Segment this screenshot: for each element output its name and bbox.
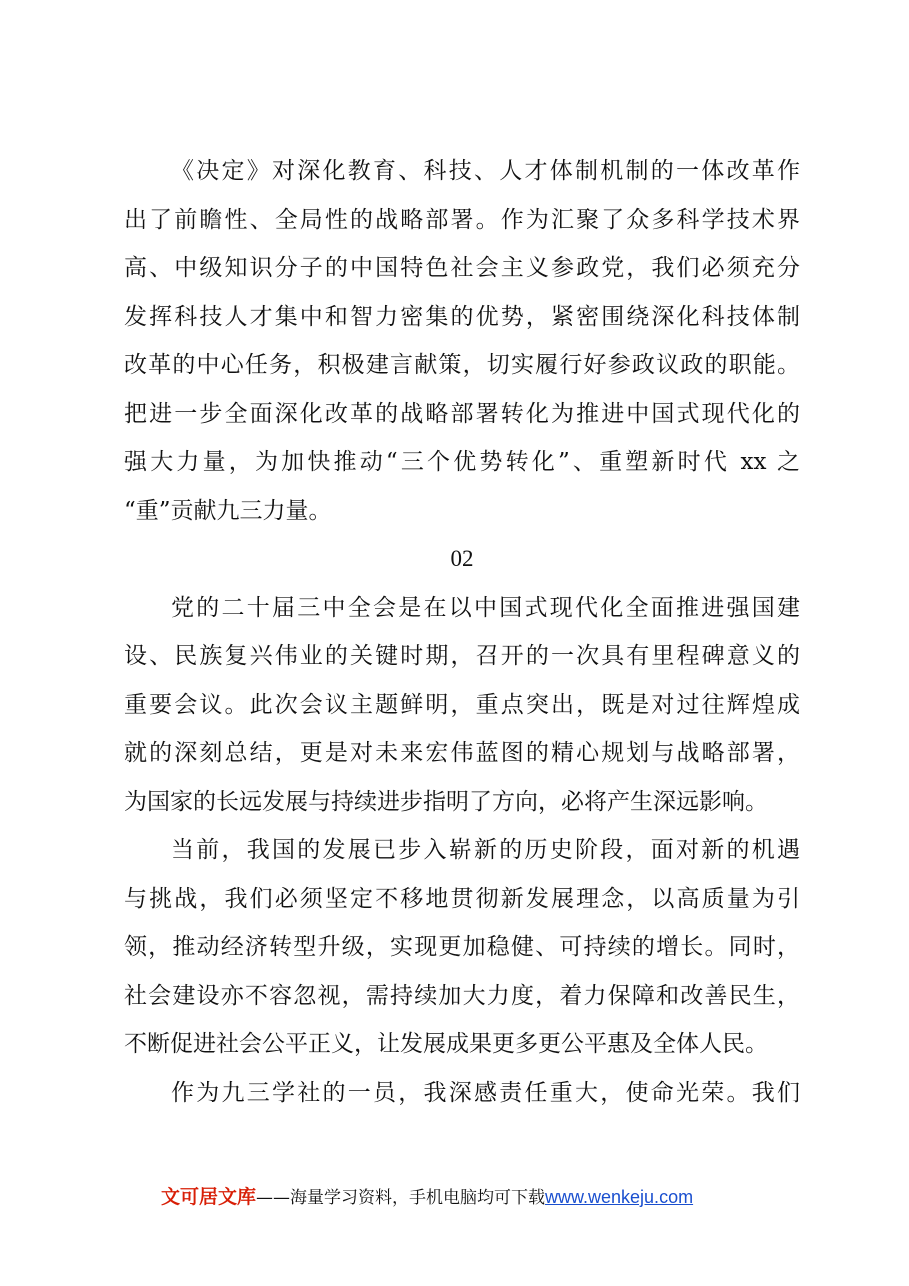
text-line: 不断促进社会公平正义，让发展成果更多更公平惠及全体人民。 bbox=[124, 1031, 768, 1057]
text-line: 重要会议。此次会议主题鲜明，重点突出，既是对过往辉煌成 bbox=[124, 691, 800, 718]
text-line: 发挥科技人才集中和智力密集的优势，紧密围绕深化科技体制 bbox=[124, 303, 800, 330]
text-line: 为国家的长远发展与持续进步指明了方向，必将产生深远影响。 bbox=[124, 788, 768, 815]
text-line: 改革的中心任务，积极建言献策，切实履行好参政议政的职能。 bbox=[124, 352, 800, 378]
text-line: 当前，我国的发展已步入崭新的历史阶段，面对新的机遇 bbox=[171, 837, 800, 863]
text-line: 与挑战，我们必须坚定不移地贯彻新发展理念，以高质量为引 bbox=[124, 885, 800, 912]
footer-banner bbox=[161, 1183, 693, 1211]
text-line: 社会建设亦不容忽视，需持续加大力度，着力保障和改善民生， bbox=[124, 982, 800, 1009]
text-line: 把进一步全面深化改革的战略部署转化为推进中国式现代化的 bbox=[124, 400, 800, 427]
text-line: 高、中级知识分子的中国特色社会主义参政党，我们必须充分 bbox=[124, 255, 800, 281]
text-line: 就的深刻总结，更是对未来宏伟蓝图的精心规划与战略部署， bbox=[124, 740, 800, 766]
footer-tagline: ——海量学习资料，手机电脑均可下载 bbox=[256, 1188, 546, 1208]
text-line: 出了前瞻性、全局性的战略部署。作为汇聚了众多科学技术界 bbox=[124, 206, 800, 233]
text-line: 《决定》对深化教育、科技、人才体制机制的一体改革作 bbox=[171, 158, 800, 184]
text-line: 作为九三学社的一员，我深感责任重大，使命光荣。我们 bbox=[171, 1079, 800, 1106]
text-line: “重”贡献九三力量。 bbox=[124, 497, 332, 524]
text-line: 设、民族复兴伟业的关键时期，召开的一次具有里程碑意义的 bbox=[124, 643, 800, 669]
text-line: 领，推动经济转型升级，实现更加稳健、可持续的增长。同时， bbox=[124, 934, 800, 960]
text-line: 党的二十届三中全会是在以中国式现代化全面推进强国建 bbox=[171, 594, 800, 621]
text-line: 强大力量，为加快推动“三个优势转化”、重塑新时代 xx 之 bbox=[124, 449, 800, 475]
document-body bbox=[124, 147, 800, 1117]
footer-brand: 文可居文库 bbox=[161, 1186, 257, 1208]
section-number: 02 bbox=[450, 546, 474, 571]
footer-link[interactable]: www.wenkeju.com bbox=[545, 1187, 694, 1207]
